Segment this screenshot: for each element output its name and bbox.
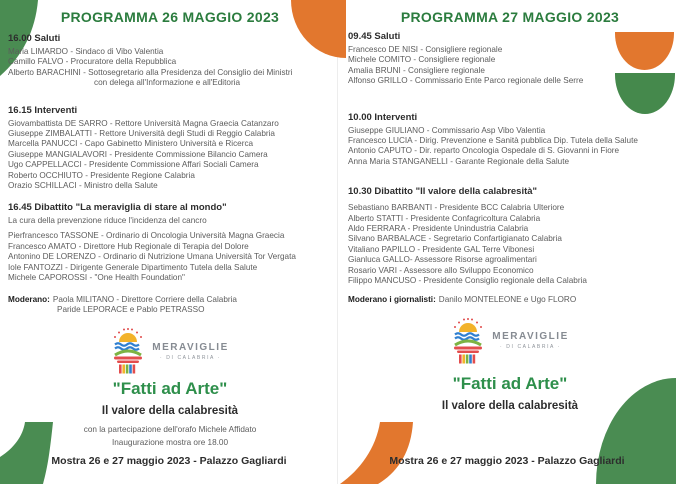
speaker-line: Anna Maria STANGANELLI - Garante Regionale della Salute <box>348 156 570 166</box>
speaker-line: Giuseppe MANGIALAVORI - Presidente Commissione Bilancio Camera <box>8 149 268 159</box>
speaker-line: Amalia BRUNI - Consigliere regionale <box>348 65 485 75</box>
logo-subtitle: · DI CALABRIA · <box>500 344 561 351</box>
speaker-line: Ugo CAPPELLACCI - Presidente Commissione Affari Sociali Camera <box>8 160 259 170</box>
speaker-line: Gianluca GALLO- Assessore Risorse agroalimentari <box>348 255 537 265</box>
speaker-list <box>348 126 672 168</box>
meraviglie-logo <box>348 318 672 364</box>
logo-name: MERAVIGLIE <box>492 331 569 343</box>
moderators-label: Moderano i giornalisti: <box>348 294 436 304</box>
speaker-line: Maria LIMARDO - Sindaco di Vibo Valentia <box>8 47 164 56</box>
exhibit-subtitle: Il valore della calabresità <box>441 399 579 412</box>
moderators-label: Moderano: <box>8 294 50 304</box>
exhibit-title: "Fatti ad Arte" <box>452 373 568 393</box>
moderators <box>348 295 672 305</box>
speaker-line: Alberto STATTI - Presidente Confagricoltura Calabria <box>348 213 541 223</box>
exhibit-subtitle: Il valore della calabresità <box>101 405 239 418</box>
speaker-line: Filippo MANCUSO - Presidente Consiglio regionale della Calabria <box>348 276 587 286</box>
meraviglie-logo-icon <box>451 318 485 364</box>
section-heading-dibattito: 16.45 Dibattito "La meraviglia di stare al mondo" <box>8 202 227 214</box>
moderators-names-line2: Paride LEPORACE e Pablo PETRASSO <box>57 304 205 314</box>
speaker-line: Vitaliano PAPILLO - Presidente GAL Terre Vibonesi <box>348 244 535 254</box>
exhibit-dates: Mostra 26 e 27 maggio 2023 - Palazzo Gagliardi <box>51 455 287 467</box>
moderators <box>8 295 332 316</box>
speaker-line: Francesco DE NISI - Consigliere regionale <box>348 45 503 54</box>
exhibit-title: "Fatti ad Arte" <box>112 379 228 399</box>
meraviglie-logo-icon <box>111 328 145 374</box>
speaker-line: Iole FANTOZZI - Dirigente Generale Dipartimento Tutela della Salute <box>8 262 258 272</box>
logo-subtitle: · DI CALABRIA · <box>160 354 221 361</box>
speaker-list <box>8 47 332 89</box>
speaker-line: Sebastiano BARBANTI - Presidente BCC Calabria Ulteriore <box>348 203 565 213</box>
section-heading-interventi: 10.00 Interventi <box>348 111 418 123</box>
speaker-line: Alfonso GRILLO - Commissario Ente Parco regionale delle Serre <box>348 76 584 86</box>
dibattito-subtitle: La cura della prevenzione riduce l'incidenza del cancro <box>8 216 207 226</box>
speaker-line: Camillo FALVO - Procuratore della Repubblica <box>8 57 177 67</box>
speaker-line: Aldo FERRARA - Presidente Unindustria Calabria <box>348 224 529 234</box>
speaker-line: Pierfrancesco TASSONE - Ordinario di Oncologia Università Magna Graecia <box>8 231 285 241</box>
section-heading-dibattito: 10.30 Dibattito "Il valore della calabresità" <box>348 186 538 198</box>
speaker-line: Alberto BARACHINI - Sottosegretario alla Presidenza del Consiglio dei Ministri <box>8 67 293 77</box>
speaker-line: Michele COMITO - Consigliere regionale <box>348 55 496 65</box>
speaker-line: Antonio CAPUTO - Dir. reparto Oncologia Ospedale di S. Giovanni in Fiore <box>348 146 620 156</box>
speaker-list <box>8 119 332 192</box>
speaker-line: Michele CAPOROSSI - "One Health Foundation" <box>8 273 185 283</box>
speaker-line: Francesco AMATO - Direttore Hub Regionale di Terapia del Dolore <box>8 241 249 251</box>
speaker-line: Silvano BARBALACE - Segretario Confartigianato Calabria <box>348 234 562 244</box>
speaker-line: Rosario VARI - Assessore allo Sviluppo Economico <box>348 265 534 275</box>
speaker-line: Orazio SCHILLACI - Ministro della Salute <box>8 181 158 191</box>
speaker-line-continuation: con delega all'Informazione e all'Editoria <box>94 78 241 88</box>
moderators-names: Danilo MONTELEONE e Ugo FLORO <box>438 294 577 304</box>
section-heading-saluti: 09.45 Saluti <box>348 31 401 42</box>
program-column-27-maggio <box>338 0 676 484</box>
section-heading-interventi: 16.15 Interventi <box>8 104 78 116</box>
speaker-line: Antonino DE LORENZO - Ordinario di Nutrizione Umana Università Tor Vergata <box>8 252 296 262</box>
speaker-line: Giuseppe ZIMBALATTI - Rettore Università degli Studi di Reggio Calabria <box>8 129 275 139</box>
logo-wordmark <box>492 331 568 350</box>
speaker-line: Marcella PANUCCI - Capo Gabinetto Ministero Università e Ricerca <box>8 139 254 149</box>
logo-wordmark <box>152 342 228 361</box>
page-title: PROGRAMMA 26 MAGGIO 2023 <box>60 9 280 25</box>
speaker-list <box>348 45 672 87</box>
page-title: PROGRAMMA 27 MAGGIO 2023 <box>400 9 620 25</box>
speaker-line: Giovambattista DE SARRO - Rettore Università Magna Graecia Catanzaro <box>8 118 279 128</box>
speaker-list <box>8 231 332 283</box>
speaker-line: Giuseppe GIULIANO - Commissario Asp Vibo Valentia <box>348 125 546 135</box>
logo-name: MERAVIGLIE <box>152 341 229 353</box>
exhibit-dates: Mostra 26 e 27 maggio 2023 - Palazzo Gagliardi <box>389 455 625 467</box>
meraviglie-logo <box>8 328 332 374</box>
speaker-line: Francesco LUCIA - Dirig. Prevenzione e Sanità pubblica Dip. Tutela della Salute <box>348 136 638 146</box>
participation-note: con la partecipazione dell'orafo Michele Affidato <box>83 425 257 435</box>
moderators-names: Paola MILITANO - Direttore Corriere della Calabria <box>52 294 237 304</box>
inauguration-note: Inaugurazione mostra ore 18.00 <box>111 438 229 448</box>
speaker-list <box>348 203 672 286</box>
section-heading-saluti: 16.00 Saluti <box>8 33 61 44</box>
speaker-line: Roberto OCCHIUTO - Presidente Regione Calabria <box>8 170 195 180</box>
